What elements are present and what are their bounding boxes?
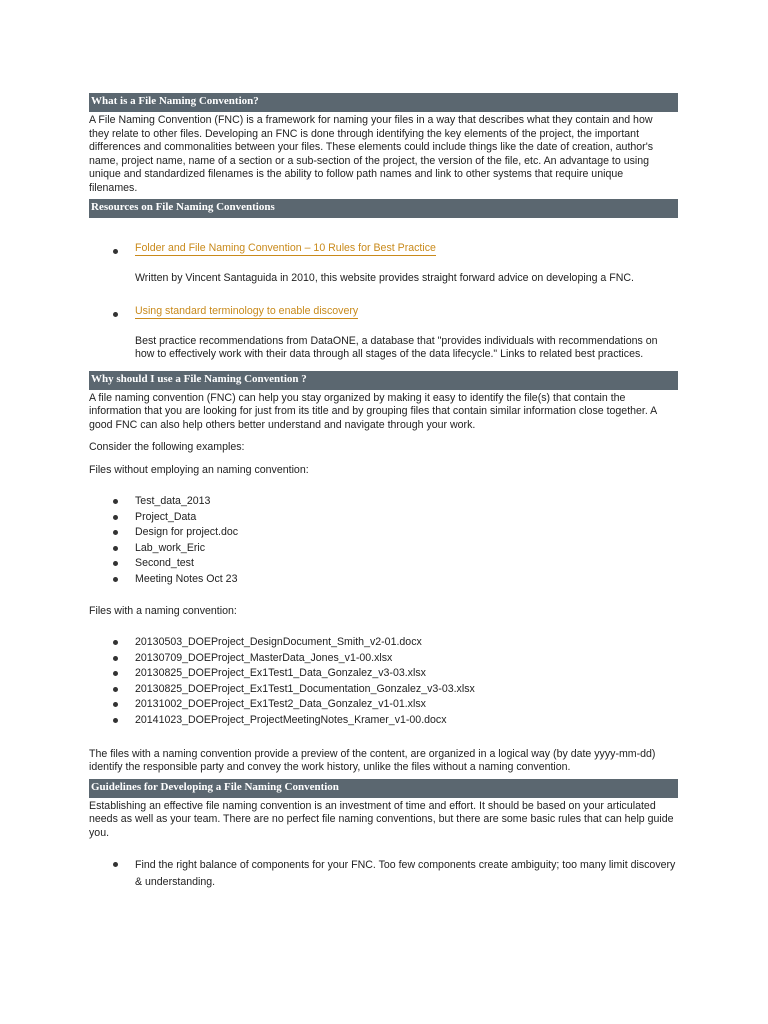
bullet-icon — [113, 561, 118, 566]
resource-item — [89, 242, 678, 254]
summary-text: The files with a naming convention provide a preview of the content, are organized in a logical way (by date yyyy-mm-dd) identify the responsible party and convey the work history, unlike the files without a naming convention. — [89, 747, 656, 774]
bullet-icon — [113, 862, 118, 867]
bullet-icon — [113, 671, 118, 676]
bullet-icon — [113, 530, 118, 535]
resource-link-standard-terminology[interactable]: Using standard terminology to enable discovery — [135, 304, 359, 317]
list-item: Design for project.doc — [89, 525, 678, 541]
list-item: Project_Data — [89, 510, 678, 526]
list-item: 20130503_DOEProject_DesignDocument_Smith_v2-01.docx — [89, 635, 678, 651]
bullet-icon — [113, 546, 118, 551]
list-item: Lab_work_Eric — [89, 541, 678, 557]
guidelines-body: Establishing an effective file naming convention is an investment of time and effort. It should be based on your articulated needs as well as your team. There are no perfect file naming conventions, but there are some basic rules that can help guide you. — [89, 799, 674, 839]
list-item: 20131002_DOEProject_Ex1Test2_Data_Gonzalez_v1-01.xlsx — [89, 697, 678, 713]
bullet-icon — [113, 718, 118, 723]
bullet-icon — [113, 499, 118, 504]
bullet-icon — [113, 312, 118, 317]
document-page — [89, 93, 678, 890]
bullet-icon — [113, 656, 118, 661]
without-convention-list — [89, 494, 678, 588]
bullet-icon — [113, 687, 118, 692]
consider-text: Consider the following examples: — [89, 441, 245, 453]
section-heading-guidelines: Guidelines for Developing a File Naming Convention — [89, 779, 678, 798]
resource-description: Best practice recommendations from DataONE, a database that "provides individuals with recommendations on how to effectively work with their data through all stages of the data lifecycle." Links to related best practices. — [135, 334, 658, 360]
list-item: Test_data_2013 — [89, 494, 678, 510]
what-body: A File Naming Convention (FNC) is a framework for naming your files in a way that describes what they contain and how they relate to other files. Developing an FNC is done through identifying the key elements of the project, the important differences and commonalities between your files. These elements could include things like the date of creation, author's name, project name, name of a section or a sub-section of the project, the version of the file, etc. An advantage to using unique and standardized filenames is the ability to follow path names and link to other systems that require unique filenames. — [89, 114, 654, 194]
bullet-icon — [113, 577, 118, 582]
section-heading-resources: Resources on File Naming Conventions — [89, 199, 678, 218]
why-body: A file naming convention (FNC) can help you stay organized by making it easy to identify the file(s) that contain the information that you are looking for just from its title and by grouping files that contain similar information close together. A good FNC can also help others better understand and navigate through your work. — [89, 391, 657, 431]
list-item: Meeting Notes Oct 23 — [89, 572, 678, 588]
bullet-icon — [113, 249, 118, 254]
with-convention-label: Files with a naming convention: — [89, 604, 237, 617]
resource-description: Written by Vincent Santaguida in 2010, this website provides straight forward advice on developing a FNC. — [135, 272, 634, 284]
resource-item — [89, 305, 678, 317]
bullet-icon — [113, 515, 118, 520]
bullet-icon — [113, 640, 118, 645]
guidelines-list — [89, 857, 678, 890]
section-heading-what: What is a File Naming Convention? — [89, 93, 678, 112]
section-heading-why: Why should I use a File Naming Convention ? — [89, 371, 678, 390]
resource-link-naming-rules[interactable]: Folder and File Naming Convention – 10 Rules for Best Practice — [135, 242, 436, 254]
with-convention-list — [89, 635, 678, 729]
list-item: 20130825_DOEProject_Ex1Test1_Data_Gonzalez_v3-03.xlsx — [89, 666, 678, 682]
without-convention-label: Files without employing an naming convention: — [89, 463, 309, 476]
list-item: 20130825_DOEProject_Ex1Test1_Documentation_Gonzalez_v3-03.xlsx — [89, 682, 678, 698]
list-item: 20141023_DOEProject_ProjectMeetingNotes_Kramer_v1-00.docx — [89, 713, 678, 729]
bullet-icon — [113, 702, 118, 707]
list-item: Second_test — [89, 556, 678, 572]
list-item: Find the right balance of components for your FNC. Too few components create ambiguity; too many limit discovery & understanding. — [89, 857, 678, 890]
list-item: 20130709_DOEProject_MasterData_Jones_v1-00.xlsx — [89, 651, 678, 667]
